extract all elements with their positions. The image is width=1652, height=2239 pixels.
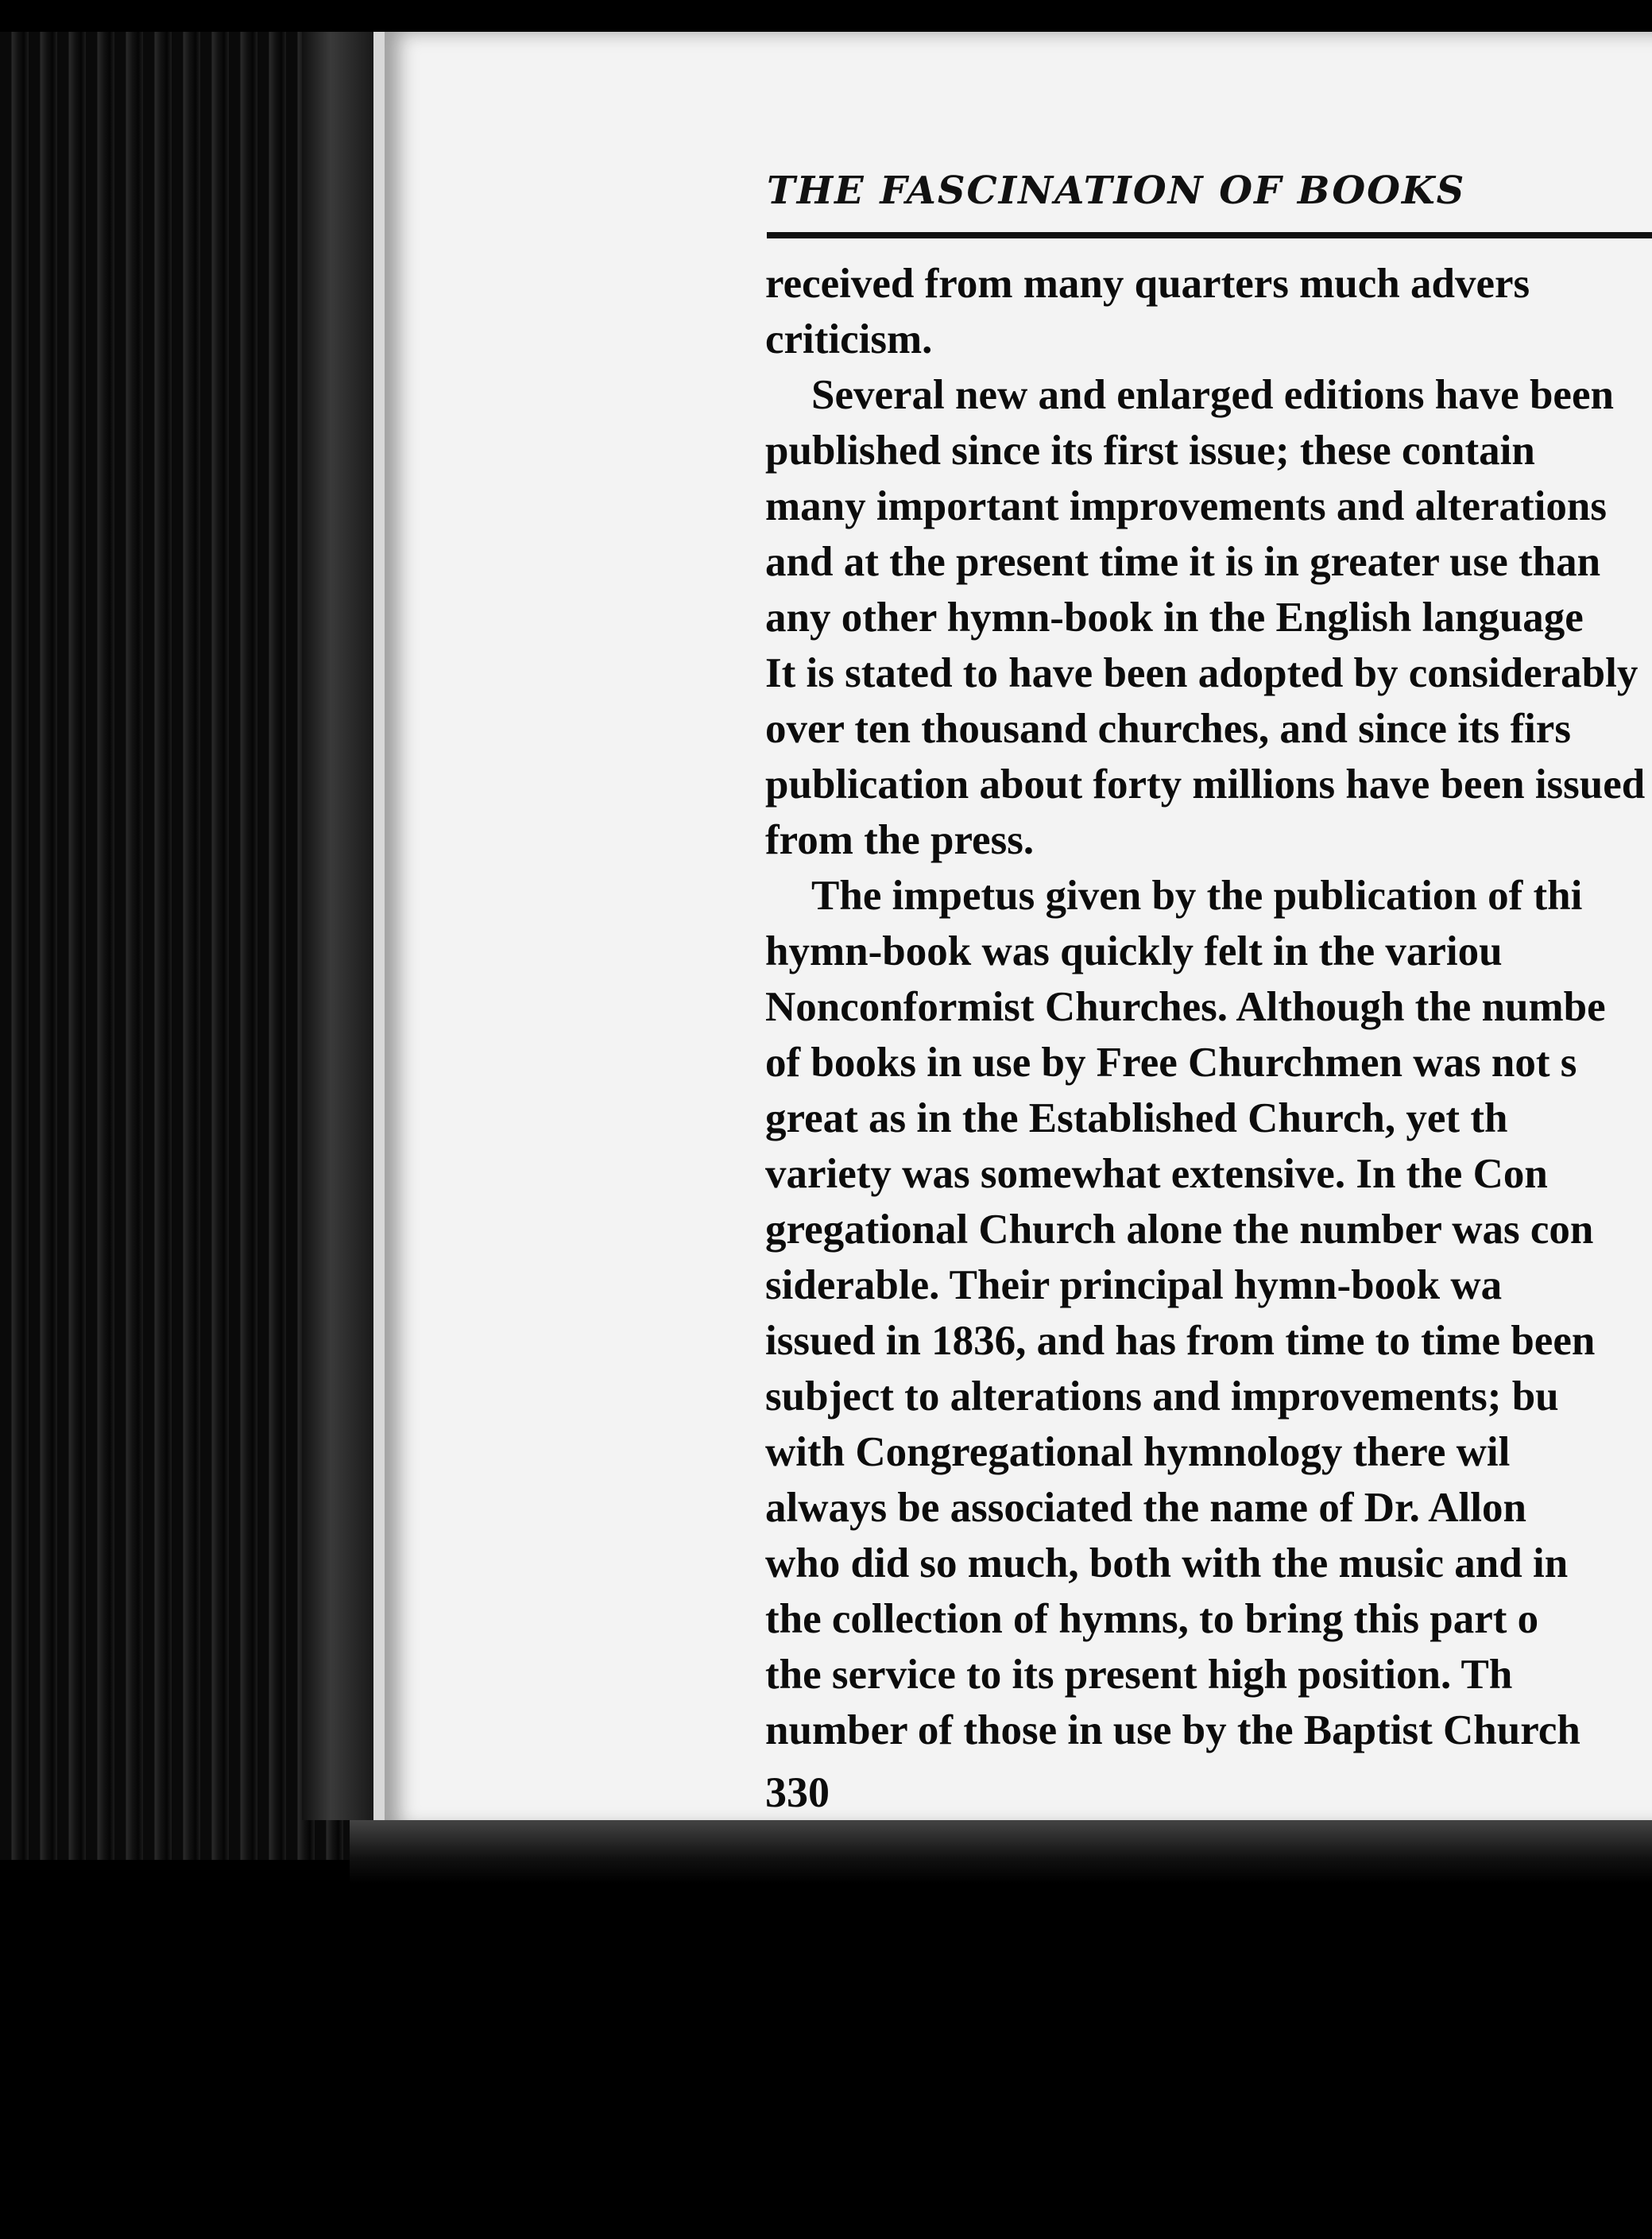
- text-line: published since its first issue; these contain: [765, 428, 1535, 474]
- text-line: received from many quarters much advers: [765, 261, 1530, 307]
- text-line: variety was somewhat extensive. In the Con: [765, 1151, 1548, 1197]
- text-line: number of those in use by the Baptist Church: [765, 1707, 1580, 1753]
- page-bottom-shadow: [350, 1820, 1652, 1884]
- text-line: any other hymn-book in the English language: [765, 595, 1584, 641]
- text-line: great as in the Established Church, yet th: [765, 1095, 1508, 1141]
- text-line: always be associated the name of Dr. Allon: [765, 1485, 1526, 1531]
- text-line: Several new and enlarged editions have been: [811, 372, 1614, 418]
- text-line: criticism.: [765, 316, 933, 362]
- running-head: THE FASCINATION OF BOOKS: [767, 169, 1466, 213]
- text-line: who did so much, both with the music and in: [765, 1540, 1569, 1586]
- text-line: and at the present time it is in greater use than: [765, 539, 1601, 585]
- text-line: from the press.: [765, 817, 1035, 863]
- text-line: gregational Church alone the number was con: [765, 1207, 1594, 1253]
- text-line: subject to alterations and improvements; bu: [765, 1373, 1559, 1420]
- text-line: over ten thousand churches, and since its firs: [765, 706, 1571, 752]
- book-spine: [302, 32, 373, 1820]
- text-line: siderable. Their principal hymn-book wa: [765, 1262, 1503, 1308]
- text-line: hymn-book was quickly felt in the variou: [765, 928, 1503, 974]
- text-line: with Congregational hymnology there wil: [765, 1429, 1511, 1475]
- text-line: Nonconformist Churches. Although the numbe: [765, 984, 1606, 1030]
- body-text: [765, 256, 1652, 1758]
- text-line: publication about forty millions have been issued: [765, 761, 1646, 808]
- text-line: issued in 1836, and has from time to time been: [765, 1318, 1596, 1364]
- text-line: of books in use by Free Churchmen was not s: [765, 1040, 1577, 1086]
- text-line: many important improvements and alterations: [765, 483, 1607, 529]
- text-line: the service to its present high position. Th: [765, 1652, 1513, 1698]
- text-line: the collection of hymns, to bring this part o: [765, 1596, 1539, 1642]
- header-rule: [767, 232, 1652, 238]
- page-number: 330: [765, 1768, 830, 1816]
- text-line: The impetus given by the publication of thi: [811, 873, 1583, 919]
- text-line: It is stated to have been adopted by considerably: [765, 650, 1638, 696]
